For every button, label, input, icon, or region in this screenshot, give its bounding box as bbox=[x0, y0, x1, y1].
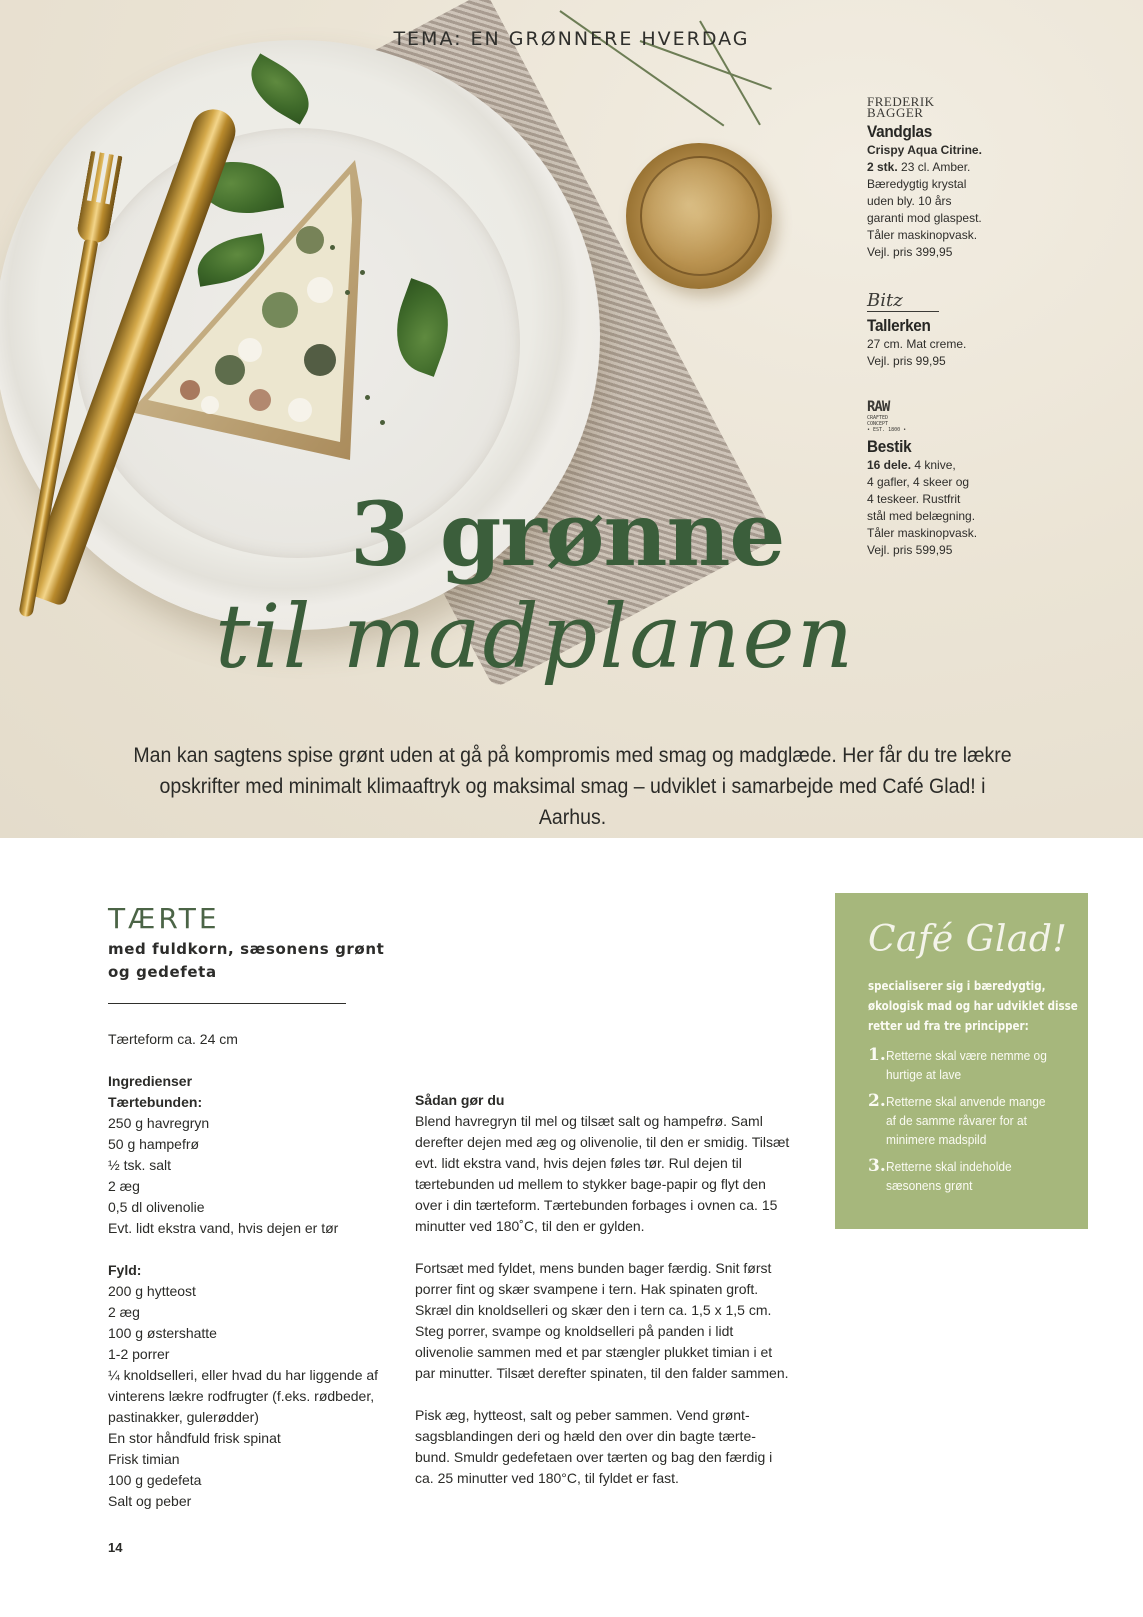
tart-form-size: Tærteform ca. 24 cm bbox=[108, 1031, 238, 1047]
product-name: Vandglas bbox=[867, 122, 933, 141]
method-heading: Sådan gør du bbox=[415, 1092, 505, 1108]
product-description: Crispy Aqua Citrine. 2 stk. 23 cl. Amber. Bæredygtig krystal uden bly. 10 års garanti mod glaspest. Tåler maskinopvask. Vejl. pris 399,95 bbox=[867, 142, 1017, 261]
ingredient-item: Salt og peber bbox=[108, 1493, 192, 1509]
ingredient-item: Frisk timian bbox=[108, 1451, 180, 1467]
principle-item: 3. Retterne skal indeholde sæsonens grønt bbox=[868, 1156, 1012, 1193]
ingredient-item: 250 g havregryn bbox=[108, 1115, 210, 1131]
ingredient-item: 100 g østershatte bbox=[108, 1325, 217, 1341]
herb-speck bbox=[360, 270, 365, 275]
ingredient-item: 50 g hampefrø bbox=[108, 1136, 200, 1152]
product-name: Tallerken bbox=[867, 316, 931, 335]
brand-logo-bitz: Bitz bbox=[867, 291, 939, 312]
headline-line-2: til madplanen bbox=[215, 585, 856, 688]
page-number: 14 bbox=[108, 1540, 123, 1555]
product-vandglas bbox=[867, 96, 1017, 261]
herb-speck bbox=[380, 420, 385, 425]
method-paragraph: Fortsæt med fyldet, mens bunden bager færdig. Snit først porrer fint og skær svampene i tern. Hak spinaten groft. Skræl din knoldselleri og skær den i tern ca. 1,5 x 1,5 cm. Steg porrer, svampe og knoldselleri på panden i lidt olivenolie sammen med et par stængler plukket timian i et par minutter. Tilsæt derefter spinaten, til den falder sammen. bbox=[415, 1260, 789, 1381]
product-price: Vejl. pris 599,95 bbox=[867, 543, 953, 557]
principle-item: 2. Retterne skal anvende mange af de samme råvarer for at minimere madspild bbox=[868, 1091, 1046, 1147]
section-kicker: TEMA: EN GRØNNERE HVERDAG bbox=[393, 28, 750, 50]
principles-list bbox=[868, 1046, 1068, 1195]
ingredients-heading: Ingredienser bbox=[108, 1073, 193, 1089]
brand-logo-raw: RAW CRAFTED CONCEPT • EST. 1800 • bbox=[867, 399, 907, 433]
herb-speck bbox=[345, 290, 350, 295]
ingredient-item: Evt. lidt ekstra vand, hvis dejen er tør bbox=[108, 1220, 339, 1236]
product-credits bbox=[867, 96, 1017, 581]
product-tallerken bbox=[867, 291, 1017, 370]
brand-logo-frederik-bagger: FREDERIK BAGGER bbox=[867, 94, 935, 120]
product-description: 27 cm. Mat creme. Vejl. pris 99,95 bbox=[867, 336, 1017, 370]
method-paragraph: Pisk æg, hytteost, salt og peber sammen. Vend grønt-sagsblandingen deri og hæld den over din bagte tærte-bund. Smuldr gedefetaen over tærten og bag den færdig i ca. 25 minutter ved 180°C, til fyldet er fast. bbox=[415, 1407, 773, 1486]
herb-speck bbox=[365, 395, 370, 400]
cafe-intro: specialiserer sig i bæredygtig, økologisk mad og har udviklet disse retter ud fra tre principper: bbox=[868, 979, 1078, 1033]
principle-item: 1. Retterne skal være nemme og hurtige at lave bbox=[868, 1045, 1047, 1082]
method-paragraph: Blend havregryn til mel og tilsæt salt og hampefrø. Saml derefter dejen med æg og olivenolie, til den er smidig. Tilsæt evt. lidt ekstra vand, hvis dejen føles tør. Rul dejen til tærtebunden ud mellem to stykker bage-papir og flyt den over i din tærteform. Tærtebunden forbages i ovnen ca. 15 minutter ved 180˚C, til den er gylden. bbox=[415, 1113, 790, 1234]
ingredient-item: 0,5 dl olivenolie bbox=[108, 1199, 205, 1215]
recipe-subtitle: med fuldkorn, sæsonens grønt og gedefeta bbox=[108, 940, 385, 981]
product-price: Vejl. pris 99,95 bbox=[867, 354, 946, 368]
ingredient-item: ¼ knoldselleri, eller hvad du har liggende af vinterens lækre rodfrugter (f.eks. rødbeder, pastinakker, gulerødder) bbox=[108, 1367, 379, 1425]
ingredient-item: 200 g hytteost bbox=[108, 1283, 196, 1299]
ingredient-item: 2 æg bbox=[108, 1178, 140, 1194]
ingredient-item: 1-2 porrer bbox=[108, 1346, 170, 1362]
headline-line-1: 3 grønne bbox=[350, 482, 785, 586]
method-column bbox=[415, 1090, 790, 1489]
recipe-title: TÆRTE bbox=[108, 902, 220, 935]
ingredient-item: En stor håndfuld frisk spinat bbox=[108, 1430, 281, 1446]
herb-speck bbox=[330, 245, 335, 250]
filling-heading: Fyld: bbox=[108, 1262, 142, 1278]
product-name: Bestik bbox=[867, 437, 912, 456]
glass-rim bbox=[640, 156, 760, 276]
product-bestik bbox=[867, 400, 1017, 559]
ingredients-column bbox=[108, 1029, 398, 1512]
lede-paragraph: Man kan sagtens spise grønt uden at gå på kompromis med smag og madglæde. Her får du tre lækre opskrifter med minimalt klimaaftryk og maksimal smag – udviklet i samarbejde med Café Glad! i Aarhus. bbox=[133, 744, 1012, 829]
cafe-title: Café Glad! bbox=[868, 919, 1068, 960]
product-description: 16 dele. 4 knive, 4 gafler, 4 skeer og 4 teskeer. Rustfrit stål med belægning. Tåler maskinopvask. Vejl. pris 599,95 bbox=[867, 457, 1017, 559]
ingredient-item: 2 æg bbox=[108, 1304, 140, 1320]
base-heading: Tærtebunden: bbox=[108, 1094, 203, 1110]
ingredient-item: ½ tsk. salt bbox=[108, 1157, 172, 1173]
divider bbox=[108, 1003, 346, 1004]
product-price: Vejl. pris 399,95 bbox=[867, 245, 953, 259]
cafe-glad-box bbox=[835, 893, 1088, 1229]
ingredient-item: 100 g gedefeta bbox=[108, 1472, 202, 1488]
